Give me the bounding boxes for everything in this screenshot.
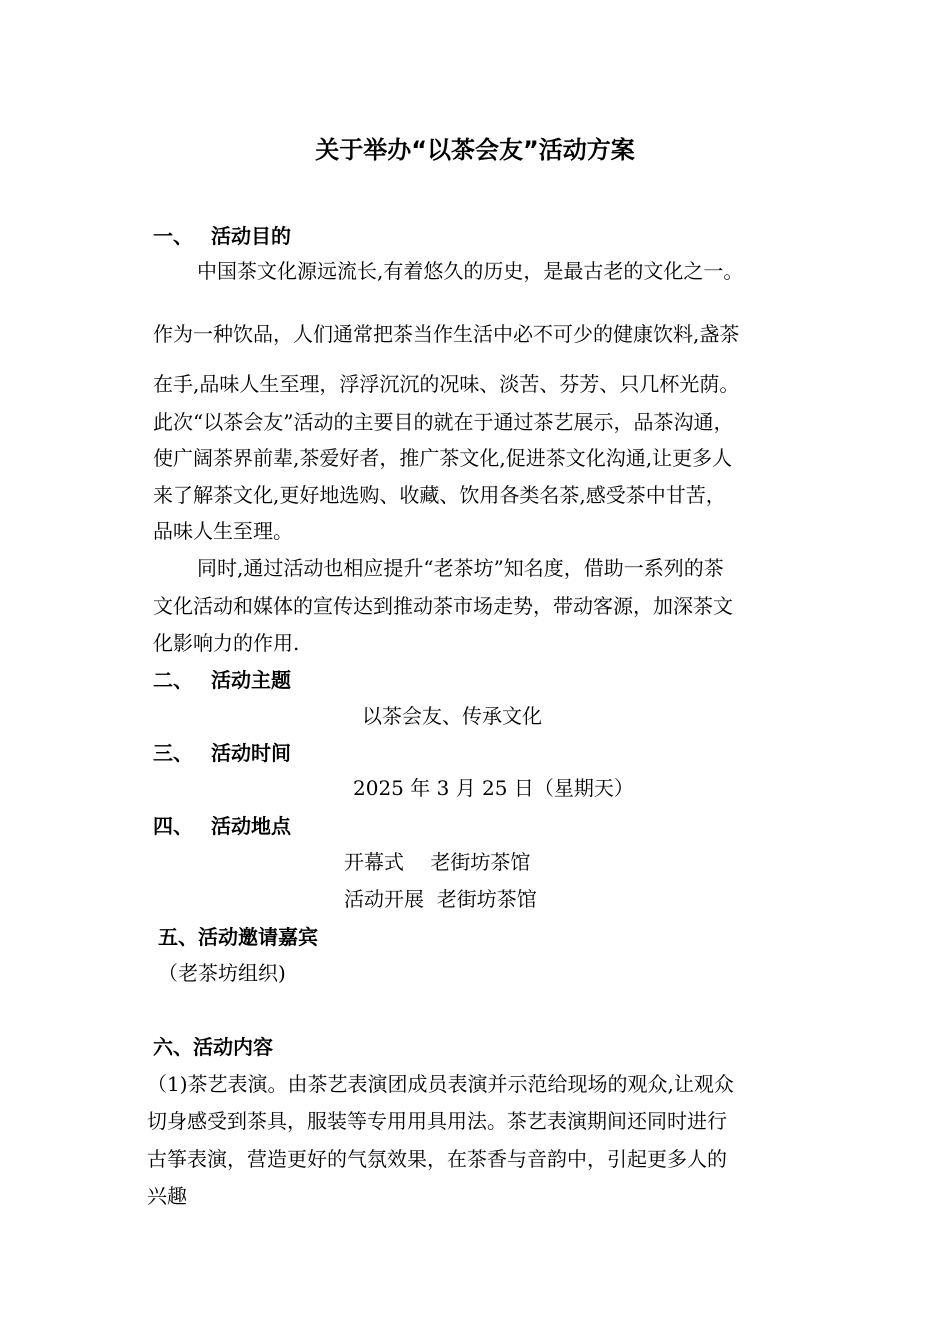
section-number: 三、 — [153, 741, 193, 765]
paragraph-line: （1)茶艺表演。由茶艺表演团成员表演并示范给现场的观众,让观众 — [147, 1072, 734, 1096]
section-heading-content: 六、活动内容 — [153, 1035, 273, 1059]
guests-text: （老茶坊组织) — [158, 961, 286, 985]
section-title: 活动地点 — [211, 814, 291, 838]
paragraph-line: 使广阔茶界前辈,茶爱好者，推广茶文化,促进茶文化沟通,让更多人 — [153, 446, 733, 470]
paragraph-line: 古筝表演，营造更好的气氛效果，在茶香与音韵中，引起更多人的 — [147, 1147, 727, 1171]
section-heading-location — [153, 816, 291, 836]
event-date: 2025 年 3 月 25 日（星期天） — [353, 776, 634, 800]
section-heading-guests: 五、活动邀请嘉宾 — [158, 925, 318, 949]
paragraph-line: 在手,品味人生至理，浮浮沉沉的况味、淡苦、芬芳、只几杯光荫。 — [153, 372, 740, 396]
paragraph-line: 文化活动和媒体的宣传达到推动茶市场走势，带动客源，加深茶文 — [153, 594, 733, 618]
location-activity: 活动开展 老街坊茶馆 — [344, 887, 537, 911]
section-heading-theme — [153, 670, 291, 690]
section-heading-purpose — [153, 226, 291, 246]
section-number: 四、 — [153, 814, 193, 838]
paragraph-line: 切身感受到茶具，服装等专用用具用法。茶艺表演期间还同时进行 — [147, 1109, 727, 1133]
section-number: 一、 — [153, 224, 193, 248]
paragraph-line: 此次“以茶会友”活动的主要目的就在于通过茶艺展示，品茶沟通， — [153, 410, 734, 434]
paragraph-line: 兴趣 — [147, 1184, 187, 1208]
paragraph-line: 同时,通过活动也相应提升“老茶坊”知名度，借助一系列的茶 — [197, 556, 724, 580]
section-heading-time — [153, 743, 291, 763]
section-title: 活动主题 — [211, 668, 291, 692]
paragraph-line: 作为一种饮品，人们通常把茶当作生活中必不可少的健康饮料,盏茶 — [153, 322, 740, 346]
paragraph-line: 品味人生至理。 — [153, 519, 293, 543]
paragraph-line: 来了解茶文化,更好地选购、收藏、饮用各类名茶,感受茶中甘苦， — [153, 483, 726, 507]
location-opening: 开幕式 老街坊茶馆 — [344, 850, 531, 874]
paragraph-line: 中国茶文化源远流长,有着悠久的历史，是最古老的文化之一。 — [197, 259, 744, 283]
paragraph-line: 化影响力的作用. — [153, 631, 300, 655]
theme-text: 以茶会友、传承文化 — [362, 704, 542, 728]
section-title: 活动时间 — [211, 741, 291, 765]
section-number: 二、 — [153, 668, 193, 692]
page-title: 关于举办“以茶会友”活动方案 — [315, 136, 635, 164]
section-title: 活动目的 — [211, 224, 291, 248]
